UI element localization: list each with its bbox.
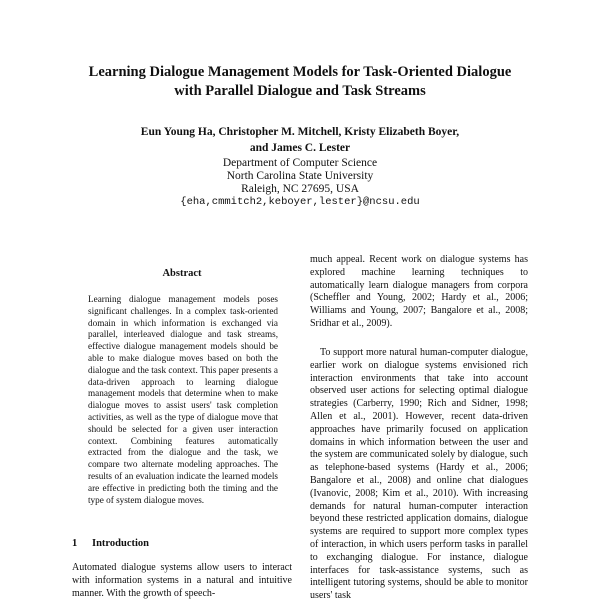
- author-emails: {eha,cmmitch2,keboyer,lester}@ncsu.edu: [180, 196, 420, 208]
- affiliation-line-1: Department of Computer Science: [222, 157, 378, 169]
- section-heading-introduction: [72, 538, 149, 549]
- section-number: 1: [72, 538, 78, 549]
- affiliation: [0, 157, 600, 196]
- right-column-paragraph-1: much appeal. Recent work on dialogue systems has explored machine learning techniques to automatically learn dialogue managers from corpora (Scheffler and Young, 2002; Hardy et al., 2006; Williams and Young, 2007; Bangalore et al., 2008; Sridhar et al., 2009).: [310, 254, 528, 329]
- authors-line-1: Eun Young Ha, Christopher M. Mitchell, Kristy Elizabeth Boyer,: [140, 126, 460, 138]
- introduction-text: Automated dialogue systems allow users to interact with information systems in a natural and intuitive manner. With the growth of speech-: [72, 562, 292, 599]
- affiliation-line-3: Raleigh, NC 27695, USA: [241, 183, 359, 195]
- author-list: [0, 124, 600, 156]
- title-line-2: with Parallel Dialogue and Task Streams: [174, 83, 426, 99]
- authors-line-2: and James C. Lester: [249, 142, 351, 154]
- paper-title: [0, 63, 600, 101]
- affiliation-line-2: North Carolina State University: [226, 170, 374, 182]
- right-column-paragraph-2: To support more natural human-computer dialogue, earlier work on dialogue systems envisioned rich interaction environments that take into account observed user actions for selecting optimal dialogue strategies (Carberry, 1990; Rich and Sidner, 1998; Allen et al., 2001). However, recent data-driven approaches have primarily focused on application domains in which information between the user and the system are communicated solely by dialogue, such as telephone-based systems (Hardy et al., 2006; Bangalore et al., 2008) and online chat dialogues (Ivanovic, 2008; Kim et al., 2010). With increasing demands for natural human-computer interaction beyond these restricted application domains, dialogue systems are required to support more complex types of interaction, in which users perform tasks in parallel to exchanging dialogue. For instance, dialogue interfaces for task-assistance systems, such as intelligent tutoring systems, should be able to monitor users' task: [310, 347, 528, 602]
- abstract-text: Learning dialogue management models poses significant challenges. In a complex task-oriented domain in which information is exchanged via parallel, interleaved dialogue and task streams, effective dialogue management models should be able to make dialogue moves based on both the dialogue and the task context. This paper presents a data-driven approach to learning dialogue management models that determine when to make dialogue moves to assist users' task completion activities, as well as the type of dialogue move that should be selected for a given user interaction context. Combining features automatically extracted from the dialogue and the task, we compare two alternate modeling approaches. The results of an evaluation indicate the learned models are effective in predicting both the timing and the type of system dialogue moves.: [88, 294, 278, 505]
- section-title: Introduction: [92, 538, 149, 549]
- title-line-1: Learning Dialogue Management Models for Task-Oriented Dialogue: [88, 64, 512, 80]
- abstract-heading: Abstract: [162, 268, 202, 279]
